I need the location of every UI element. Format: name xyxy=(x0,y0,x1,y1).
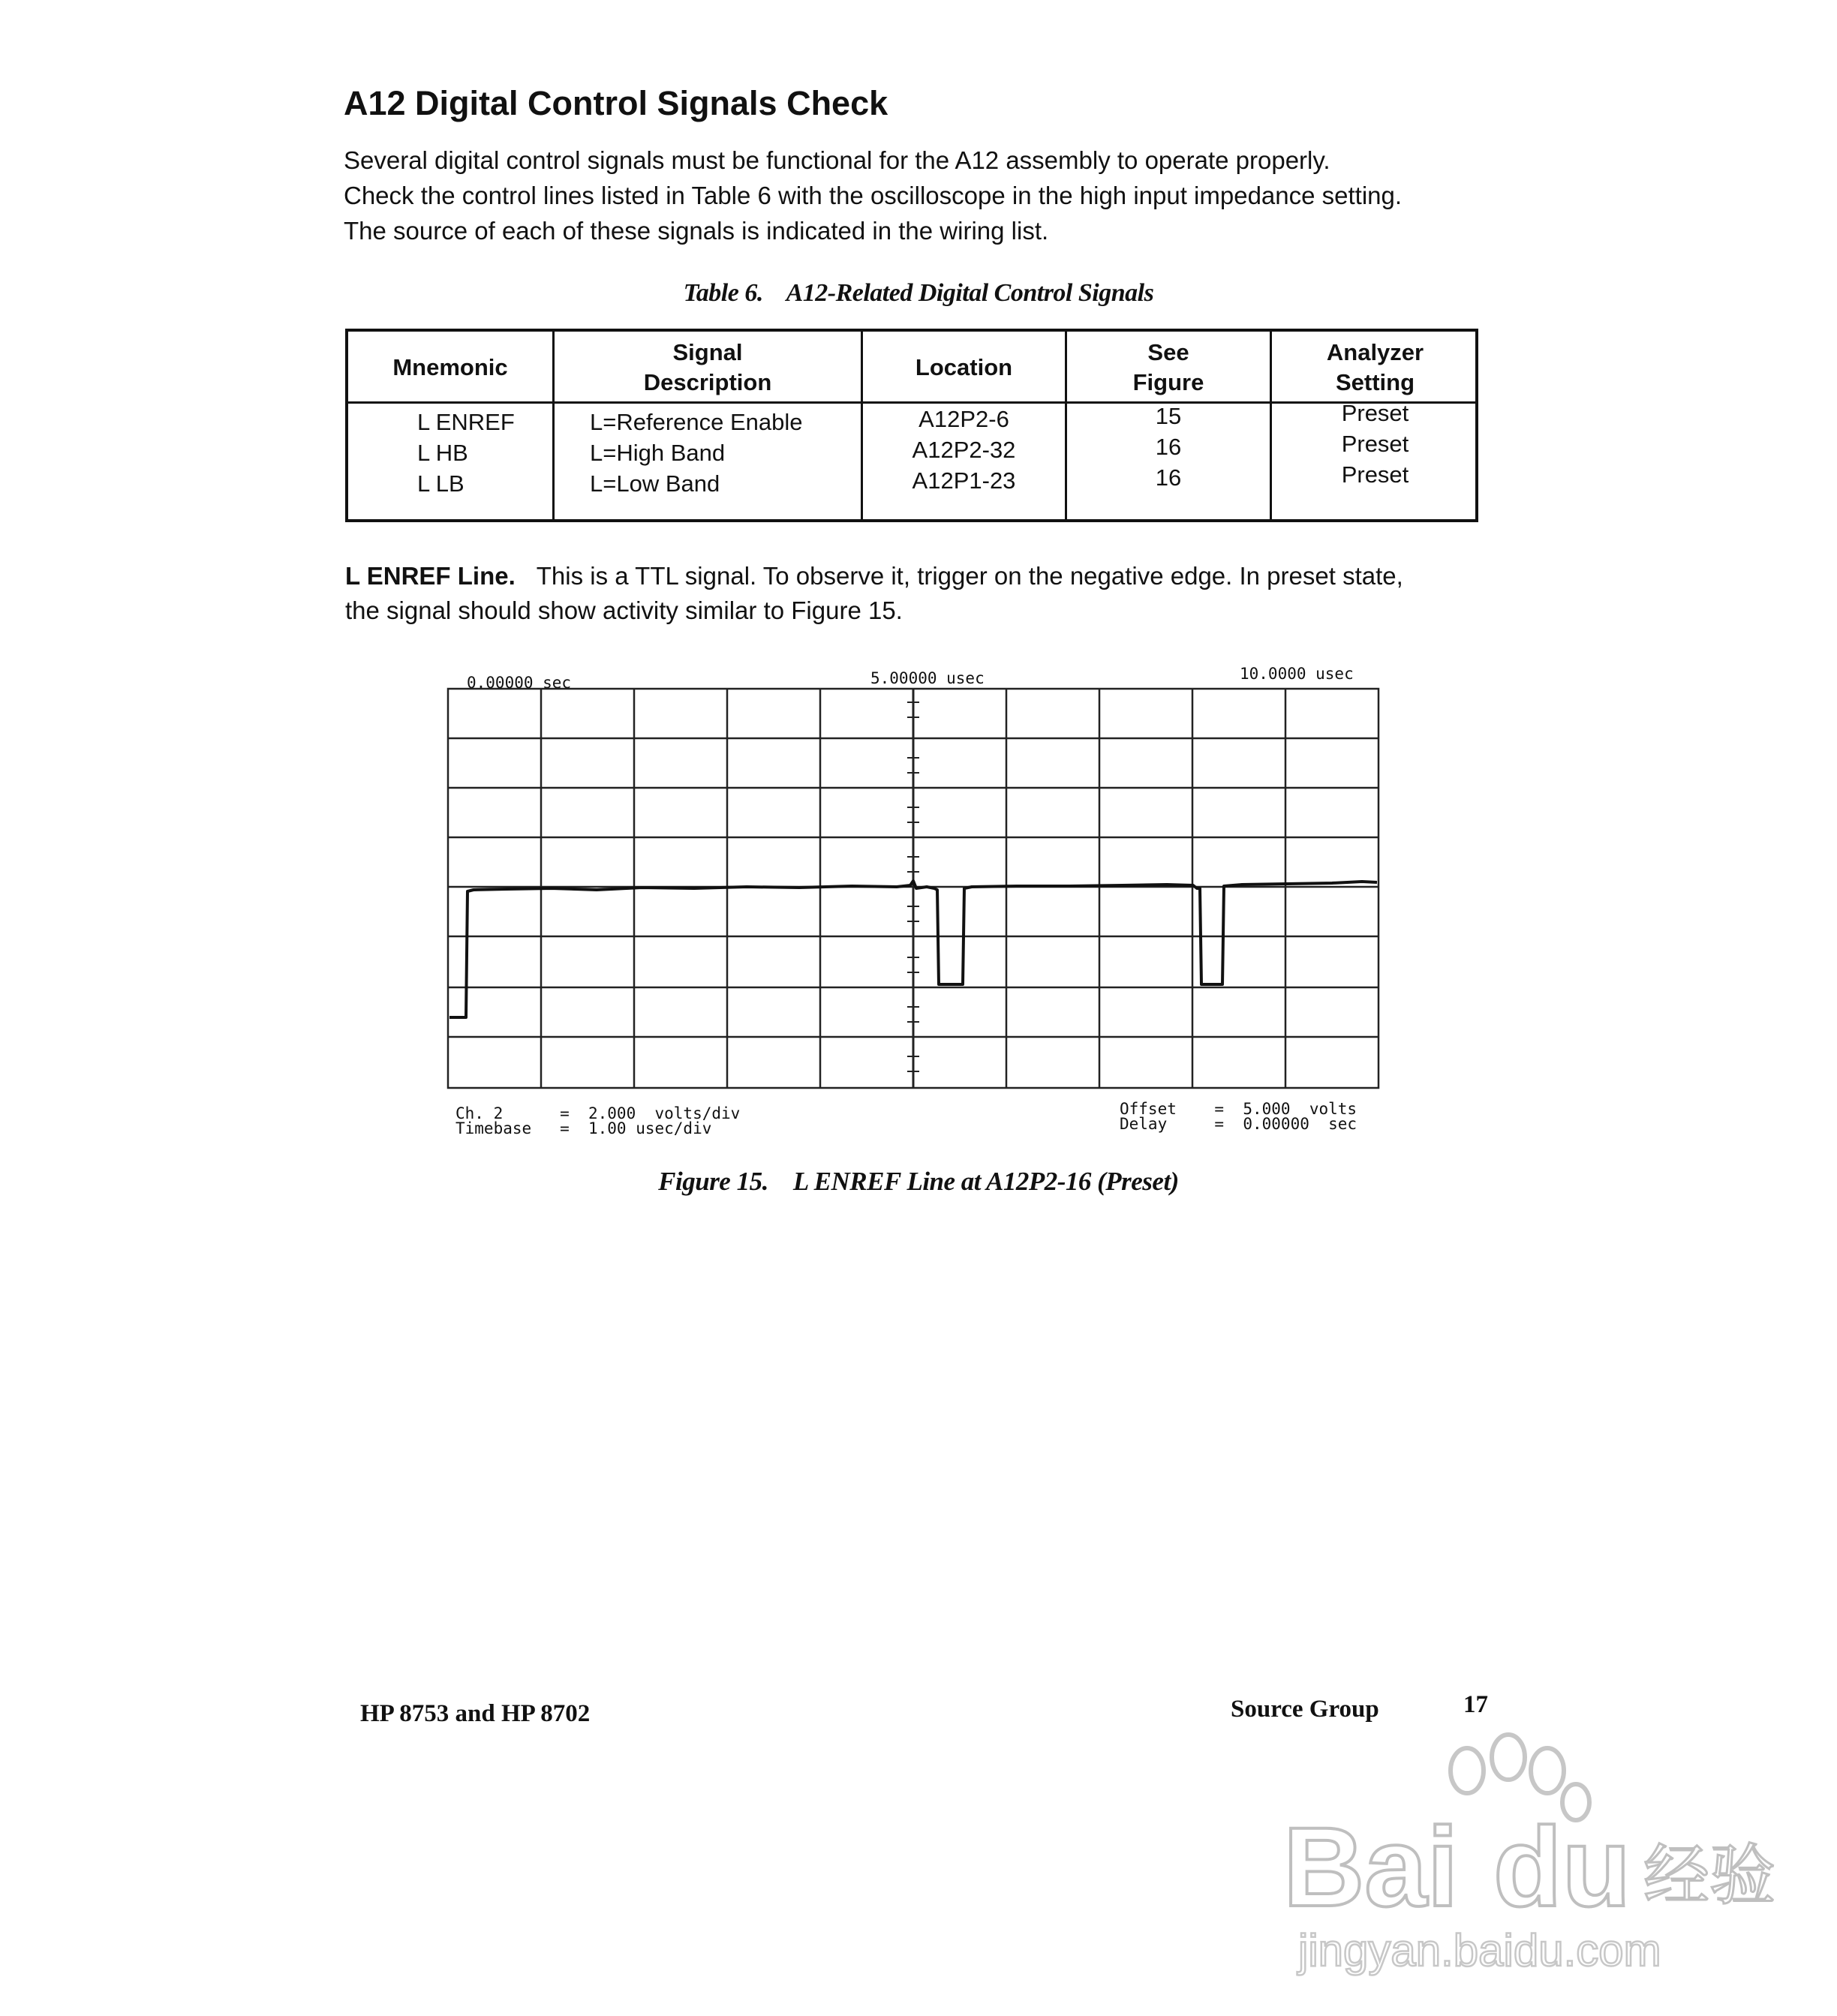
table-cell: L=Low Band xyxy=(590,470,720,497)
baidu-watermark xyxy=(1268,1711,1793,1996)
scope-offset: Offset = 5.000 volts xyxy=(1120,1100,1357,1118)
table-cell: A12P2-6 xyxy=(918,406,1009,432)
page-number: 17 xyxy=(1463,1691,1488,1718)
table-cell: L=Reference Enable xyxy=(590,409,803,435)
lenref-runin-title: L ENREF Line. xyxy=(345,562,516,590)
table-cell: L=High Band xyxy=(590,440,726,466)
intro-line-2: Check the control lines listed in Table 6 with the oscilloscope in the high input impedance setting. xyxy=(344,182,1403,209)
location-column xyxy=(863,404,1065,496)
scope-time-start: 0.00000 sec xyxy=(467,674,572,692)
table-cell: 15 xyxy=(1155,403,1182,429)
oscilloscope-figure xyxy=(435,660,1403,1140)
table-cell: L LB xyxy=(417,470,465,497)
table-cell: Preset xyxy=(1341,461,1409,488)
header-mnemonic: Mnemonic xyxy=(392,354,508,380)
lenref-text-line-2: the signal should show activity similar to Figure 15. xyxy=(345,596,903,624)
paw-logo-icon xyxy=(1268,1711,1793,1996)
watermark-brand: Bai xyxy=(1283,1804,1459,1930)
footer-section-name: Source Group xyxy=(1231,1696,1379,1723)
table-cell: A12P1-23 xyxy=(912,467,1016,494)
intro-line-1: Several digital control signals must be functional for the A12 assembly to operate properly. xyxy=(344,146,1330,174)
scope-time-center: 5.00000 usec xyxy=(870,669,985,687)
footer-product-name: HP 8753 and HP 8702 xyxy=(360,1700,591,1727)
header-see-figure: See Figure xyxy=(1132,339,1204,395)
watermark-brand-2: du xyxy=(1493,1804,1631,1930)
table-caption: Table 6. A12-Related Digital Control Signals xyxy=(683,279,1154,307)
table-cell: 16 xyxy=(1155,464,1182,491)
lenref-text-line-1: This is a TTL signal. To observe it, trigger on the negative edge. In preset state, xyxy=(536,562,1403,590)
intro-line-3: The source of each of these signals is indicated in the wiring list. xyxy=(344,217,1049,245)
table-cell: A12P2-32 xyxy=(912,437,1016,463)
header-location: Location xyxy=(915,354,1013,380)
setting-column xyxy=(1272,398,1478,490)
table-cell: L HB xyxy=(417,440,468,466)
scope-graticule xyxy=(446,687,1392,1101)
figure-column xyxy=(1067,401,1270,493)
header-analyzer-setting: Analyzer Setting xyxy=(1326,339,1424,395)
lenref-paragraph xyxy=(345,559,1486,628)
watermark-chinese: 经验 xyxy=(1643,1837,1776,1914)
description-column xyxy=(590,407,803,499)
section-heading: A12 Digital Control Signals Check xyxy=(344,84,888,122)
intro-paragraph xyxy=(344,143,1484,248)
header-signal-description: Signal Description xyxy=(643,339,772,395)
scope-channel-scale: Ch. 2 = 2.000 volts/div xyxy=(455,1104,741,1122)
table-cell: Preset xyxy=(1341,431,1409,457)
scope-delay: Delay = 0.00000 sec xyxy=(1120,1115,1357,1133)
mnemonic-column xyxy=(417,407,515,499)
table-cell: L ENREF xyxy=(417,409,515,435)
table-cell: Preset xyxy=(1341,400,1409,426)
scope-timebase: Timebase = 1.00 usec/div xyxy=(455,1119,712,1137)
signal-table xyxy=(345,329,1478,522)
figure-caption: Figure 15. L ENREF Line at A12P2-16 (Preset) xyxy=(658,1167,1179,1196)
table-cell: 16 xyxy=(1155,434,1182,460)
watermark-url: jingyan.baidu.com xyxy=(1298,1925,1661,1975)
scope-time-end: 10.0000 usec xyxy=(1240,665,1354,683)
